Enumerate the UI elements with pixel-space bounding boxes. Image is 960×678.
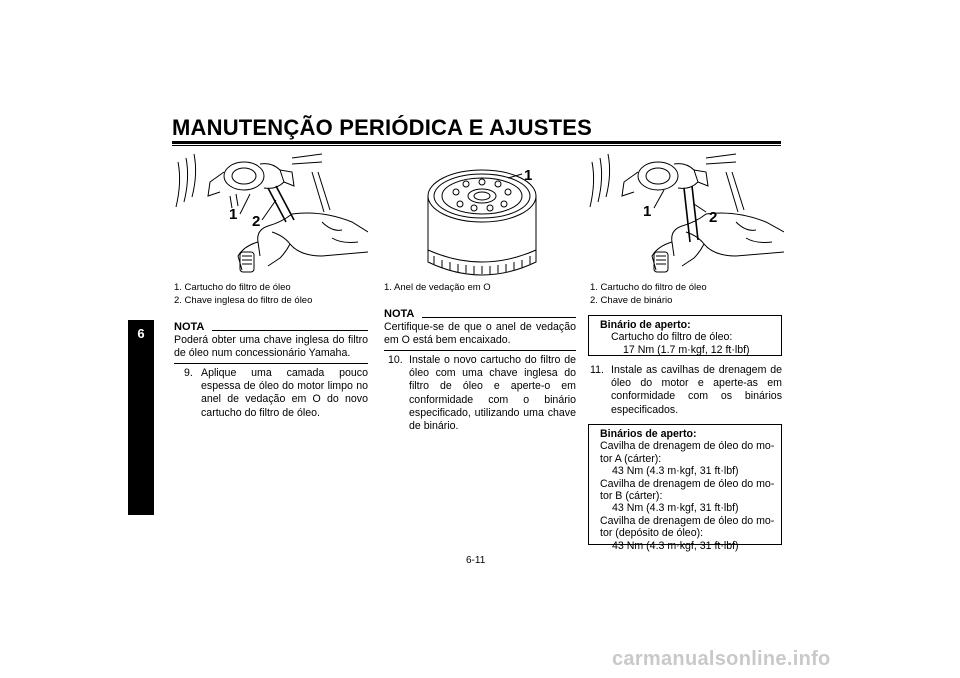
caption-item: 1. Cartucho do filtro de óleo xyxy=(174,282,291,293)
torque-line: Cavilha de drenagem de óleo do mo- xyxy=(600,514,775,527)
note-text: Poderá obter uma chave inglesa do filtro de óleo num concessionário Yamaha. xyxy=(174,334,368,360)
left-caption-list xyxy=(174,281,312,307)
callout-2: 2 xyxy=(252,213,261,230)
torque-wrench-illustration xyxy=(588,152,784,280)
step-number: 11. xyxy=(590,364,604,376)
caption-item: 1. Cartucho do filtro de óleo xyxy=(590,282,707,293)
torque-line: 43 Nm (4.3 m·kgf, 31 ft·lbf) xyxy=(612,502,739,515)
torque-item: Cartucho do filtro de óleo: xyxy=(611,331,733,344)
torque-value: 17 Nm (1.7 m·kgf, 12 ft·lbf) xyxy=(623,343,750,356)
torque-line: 43 Nm (4.3 m·kgf, 31 ft·lbf) xyxy=(612,465,739,478)
callout-1: 1 xyxy=(229,206,238,223)
caption-item: 2. Chave inglesa do filtro de óleo xyxy=(174,295,313,306)
chapter-tab xyxy=(128,320,154,515)
torque-line: tor B (cárter): xyxy=(600,490,663,503)
step-text: Aplique uma camada pouco espessa de óleo do motor limpo no anel de vedação em O do novo cartucho do filtro de óleo. xyxy=(201,367,368,419)
step-number: 10. xyxy=(388,354,403,366)
torque-line: Cavilha de drenagem de óleo do mo- xyxy=(600,477,775,490)
step-text: Instale o novo cartucho do filtro de óleo com uma chave inglesa do filtro de óleo e aperte-o em conformidade com o binário especificado, utilizando uma chave de binário. xyxy=(409,354,576,433)
caption-item: 1. Anel de vedação em O xyxy=(384,282,491,293)
torque-line: tor (depósito de óleo): xyxy=(600,527,704,540)
note-rule-end xyxy=(174,363,368,364)
note-heading: NOTA xyxy=(384,308,415,320)
torque-line: Cavilha de drenagem de óleo do mo- xyxy=(600,440,775,453)
note-rule xyxy=(422,317,576,318)
header-rule-thin xyxy=(172,145,781,146)
header-rule xyxy=(172,141,781,144)
note-rule-end xyxy=(384,350,576,351)
torques-box-heading: Binários de aperto: xyxy=(600,428,697,440)
caption-item: 2. Chave de binário xyxy=(590,295,673,306)
torque-spec-box xyxy=(588,315,782,356)
drain-bolt-torque-box xyxy=(588,424,782,552)
callout-1: 1 xyxy=(524,167,533,184)
page-number: 6-11 xyxy=(466,555,486,566)
step-10 xyxy=(388,354,576,433)
right-caption-list xyxy=(590,281,707,307)
step-number: 9. xyxy=(184,367,193,379)
torques-lines xyxy=(600,440,779,552)
note-rule xyxy=(212,330,368,331)
step-11 xyxy=(590,364,782,417)
callout-1: 1 xyxy=(643,203,652,220)
note-text: Certifique-se de que o anel de vedação em O está bem encaixado. xyxy=(384,321,576,347)
callout-2: 2 xyxy=(709,209,718,226)
torque-box-heading: Binário de aperto: xyxy=(600,319,691,331)
oil-filter-cartridge-illustration xyxy=(382,152,578,280)
oil-filter-wrench-illustration xyxy=(172,152,368,280)
middle-caption-list xyxy=(384,281,491,294)
note-heading: NOTA xyxy=(174,321,205,333)
torque-line: 43 Nm (4.3 m·kgf, 31 ft·lbf) xyxy=(612,539,739,552)
step-9 xyxy=(184,367,368,420)
chapter-number: 6 xyxy=(137,326,145,341)
page-title: MANUTENÇÃO PERIÓDICA E AJUSTES xyxy=(172,115,592,140)
torque-line: tor A (cárter): xyxy=(600,452,662,465)
step-text: Instale as cavilhas de drenagem de óleo do motor e aperte-as em conformidade com os binários especificados. xyxy=(611,364,782,416)
watermark: carmanualsonline.info xyxy=(612,648,831,670)
